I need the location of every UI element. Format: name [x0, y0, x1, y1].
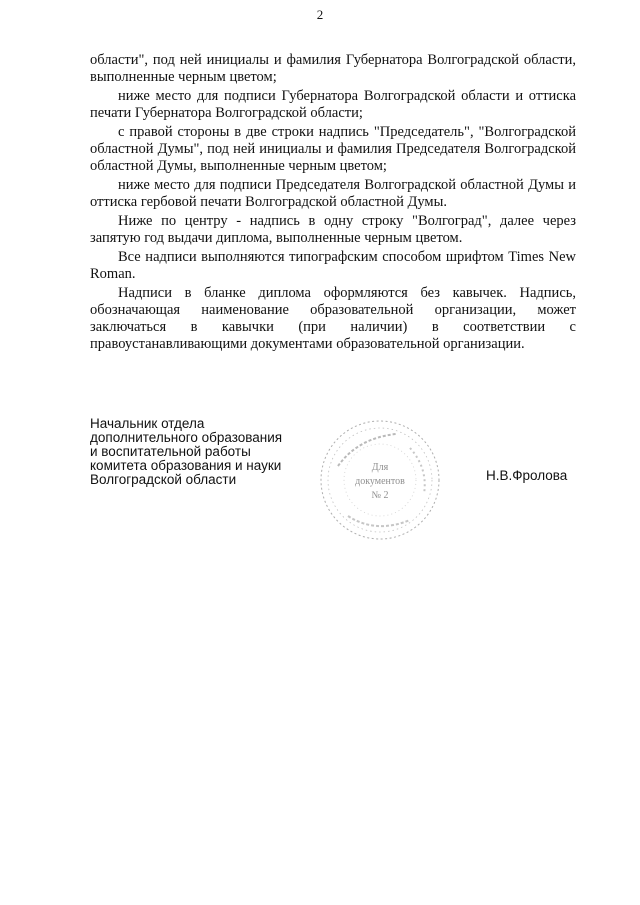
- paragraph-chairman-signature: ниже место для подписи Председателя Волгоградской областной Думы и оттиска гербовой печати Волгоградской областной Думы.: [90, 177, 576, 210]
- signatory-title-line: и воспитательной работы: [90, 444, 251, 459]
- signatory-title-line: дополнительного образования: [90, 430, 283, 445]
- page-number: 2: [316, 7, 324, 22]
- signatory-title-line: Волгоградской области: [90, 472, 237, 487]
- svg-text:№ 2: № 2: [371, 490, 389, 501]
- signatory-title: [90, 417, 290, 487]
- document-body: [90, 52, 576, 355]
- svg-text:документов: документов: [355, 476, 405, 487]
- paragraph-chairman-label: с правой стороны в две строки надпись "Председатель", "Волгоградской областной Думы", под ней инициалы и фамилия Председателя Волгоградской областной Думы, выполненные черным цветом;: [90, 124, 576, 174]
- official-stamp: [318, 418, 442, 542]
- signatory-title-line: комитета образования и науки: [90, 458, 282, 473]
- paragraph-governor-initials: области", под ней инициалы и фамилия Губернатора Волгоградской области, выполненные черным цветом;: [90, 52, 576, 85]
- paragraph-quotes: Надписи в бланке диплома оформляются без кавычек. Надпись, обозначающая наименование образовательной организации, может заключаться в кавычки (при наличии) в соответствии с правоустанавливающими документами образовательной организации.: [90, 285, 576, 352]
- paragraph-font: Все надписи выполняются типографским способом шрифтом Times New Roman.: [90, 249, 576, 282]
- signatory-name: Н.В.Фролова: [486, 468, 568, 483]
- signatory-title-line: Начальник отдела: [90, 416, 205, 431]
- paragraph-city-year: Ниже по центру - надпись в одну строку "Волгоград", далее через запятую год выдачи диплома, выполненные черным цветом.: [90, 213, 576, 246]
- paragraph-governor-signature: ниже место для подписи Губернатора Волгоградской области и оттиска печати Губернатора Волгоградской области;: [90, 88, 576, 121]
- svg-text:Для: Для: [371, 462, 389, 473]
